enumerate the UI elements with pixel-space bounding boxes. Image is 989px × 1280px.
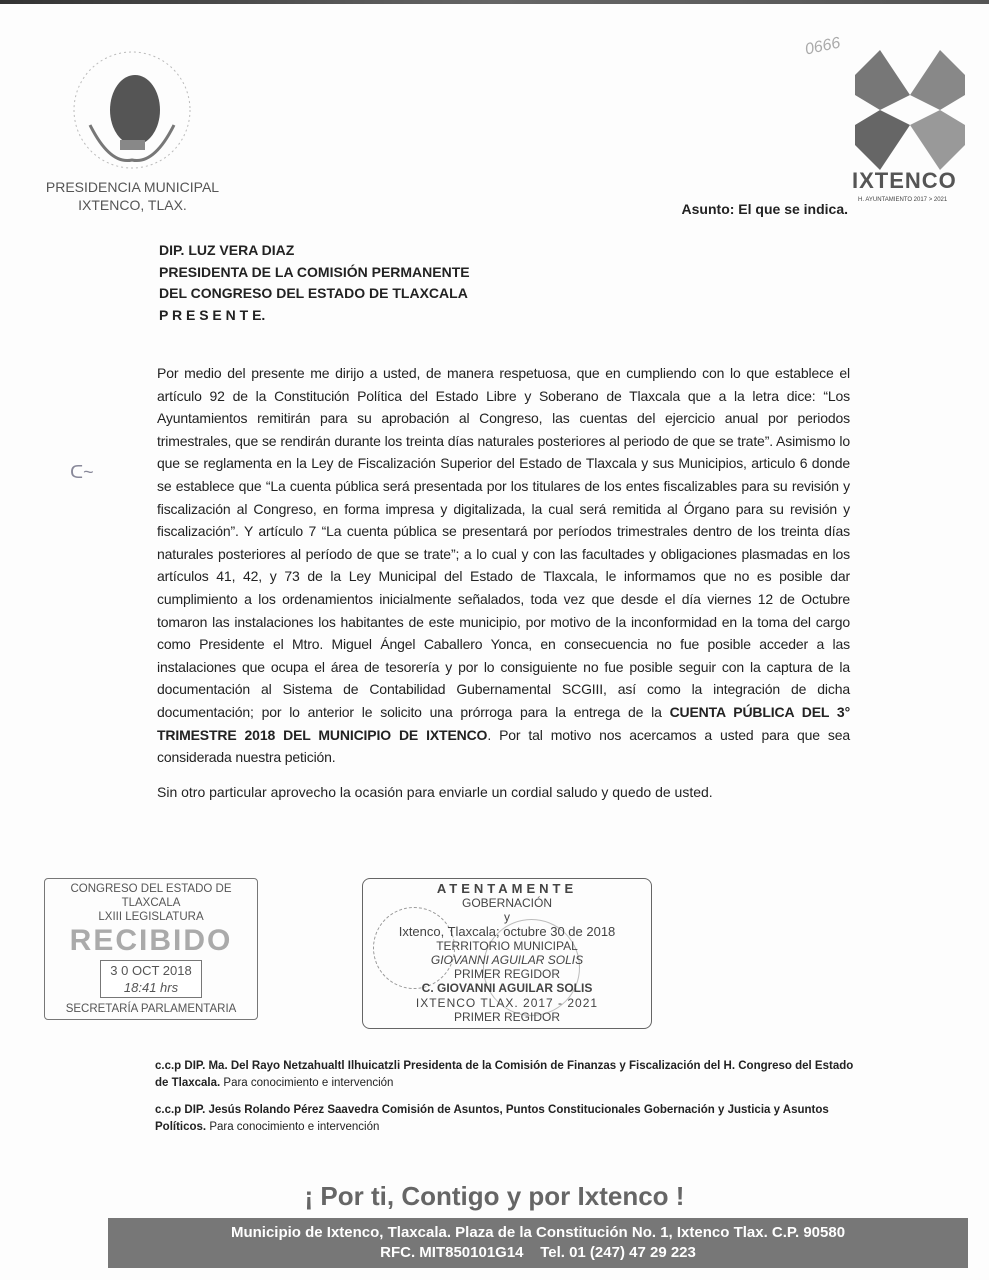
seal-role: PRIMER REGIDOR [453, 967, 560, 982]
ixtenco-x-logo [850, 50, 970, 170]
signer-role: PRIMER REGIDOR [453, 1009, 560, 1024]
seal-territorio: TERRITORIO MUNICIPAL [436, 938, 578, 953]
received-stamp [44, 878, 258, 1020]
body-text-end: . Por tal motivo nos acercamos a usted para que sea considerada nuestra petición. [157, 726, 850, 766]
seal-gobernacion: GOBERNACIÓN [461, 896, 552, 911]
received-date-box [100, 960, 202, 998]
received-stamp-secretaria: SECRETARÍA PARLAMENTARIA [65, 1003, 237, 1015]
cc-recipient: c.c.p DIP. Ma. Del Rayo Netzahualtl Ilhuicatzli Presidenta de la Comisión de Finanzas y Fiscalización del H. Congreso del Estado de Tlaxcala. [155, 1060, 854, 1089]
received-stamp-legislature: LXIII LEGISLATURA [98, 911, 204, 923]
issuer-block [20, 178, 245, 214]
cc-item [155, 1102, 865, 1136]
received-time: 18:41 hrs [123, 980, 179, 995]
recipient-title-2: DEL CONGRESO DEL ESTADO DE TLAXCALA [159, 285, 468, 301]
folio-number: 0666 [803, 34, 842, 59]
recipient-title-1: PRESIDENTA DE LA COMISIÓN PERMANENTE [159, 263, 470, 280]
footer-address: Municipio de Ixtenco, Tlaxcala. Plaza de la Constitución No. 1, Ixtenco Tlax. C.P. 90580 [230, 1224, 846, 1241]
body-bold-text: CUENTA PÚBLICA DEL 3° TRIMESTRE 2018 DEL MUNICIPIO DE IXTENCO [157, 703, 851, 743]
cc-note: Para conocimiento e intervención [206, 1121, 380, 1133]
scan-edge [0, 0, 989, 4]
signer-name: C. GIOVANNI AGUILAR SOLIS [421, 981, 593, 996]
closing-line: Sin otro particular aprovecho la ocasión para enviarle un cordial saludo y quedo de usted. [157, 783, 713, 800]
letter-main [157, 362, 850, 803]
letter-body [157, 362, 850, 769]
place-date: Ixtenco, Tlaxcala; octubre 30 de 2018 [398, 923, 616, 939]
cc-list [155, 1058, 865, 1146]
mexican-coat-of-arms-seal [70, 45, 195, 175]
recipient-block [159, 240, 470, 326]
footer-bar [108, 1218, 968, 1268]
recipient-name: DIP. LUZ VERA DIAZ [159, 242, 295, 258]
footer-rfc-phone: RFC. MIT850101G14 Tel. 01 (247) 47 29 223 [380, 1244, 696, 1261]
presente: P R E S E N T E. [159, 306, 266, 323]
body-text: Por medio del presente me dirijo a usted, de manera respetuosa, que en cumpliendo con lo que establece el artículo 92 de la Constitución Política del Estado Libre y Soberano de Tlaxcala que a la letra dice: “Los Ayuntamientos remitirán para su aprobación al Congreso, las cuentas del ejercicio anual por periodos trimestrales, que se rendirán durante los treinta días naturales posteriores al periodo de que se trate”. Asimismo lo que se reglamenta en la Ley de Fiscalización Superior del Estado de Tlaxcala y sus Municipios, articulo 6 donde se establece que “La cuenta pública será presentada por los titulares de los entes fiscalizables para su revisión y fiscalización al Congreso, en forma impresa y digitalizada, la cual será remitida al Órgano para su revisión y fiscalización”. Y artículo 7 “La cuenta pública se presentará por períodos trimestrales dentro de los treinta días naturales posteriores al período de que se trate”; a lo cual y con las facultades y obligaciones plasmadas en los artículos 41, 42, y 73 de la Ley Municipal del Estado de Tlaxcala, le informamos que no es posible dar cumplimiento a los ordenamientos inicialmente señalados, toda vez que desde el día viernes 12 de Octubre tomaron las instalaciones los habitantes de este municipio, por motivo de la inconformidad en la toma del cargo como Presidente el Mtro. Miguel Ángel Caballero Yonca, en consecuencia no fue posible acceder a las instalaciones que ocupa el área de tesorería y por lo consiguiente no fue posible seguir con la captura de la documentación al Sistema de Contabilidad Gubernamental SCGIII, así como la integración de dicha documentación; por lo anterior le solicito una prórroga para la entrega de la [157, 365, 850, 720]
logo-name: IXTENCO [852, 168, 957, 193]
cc-note: Para conocimiento e intervención [220, 1077, 394, 1089]
signature-block [362, 878, 652, 1029]
signer-period: IXTENCO TLAX. 2017 - 2021 [415, 995, 599, 1010]
received-stamp-congress: CONGRESO DEL ESTADO DE TLAXCALA [70, 883, 232, 909]
cc-recipient: c.c.p DIP. Jesús Rolando Pérez Saavedra Comisión de Asuntos, Puntos Constitucionales Gobernación y Justicia y Asuntos Políticos. [155, 1104, 829, 1133]
received-date: 3 0 OCT 2018 [110, 963, 192, 978]
subject-line: Asunto: El que se indica. [681, 201, 848, 217]
cc-item [155, 1058, 865, 1092]
logo-subtitle: H. AYUNTAMIENTO 2017 > 2021 [858, 197, 948, 203]
handwritten-mark: ᑕ~ [70, 462, 94, 482]
seal-name: GIOVANNI AGUILAR SOLIS [430, 953, 584, 968]
received-stamp-big: RECIBIDO [69, 924, 233, 957]
seal-y: y [504, 910, 510, 925]
issuer-city: IXTENCO, TLAX. [78, 197, 187, 213]
issuer-name: PRESIDENCIA MUNICIPAL [45, 179, 220, 195]
slogan: ¡ Por ti, Contigo y por Ixtenco ! [304, 1181, 685, 1211]
atentamente: ATENTAMENTE [436, 881, 578, 896]
